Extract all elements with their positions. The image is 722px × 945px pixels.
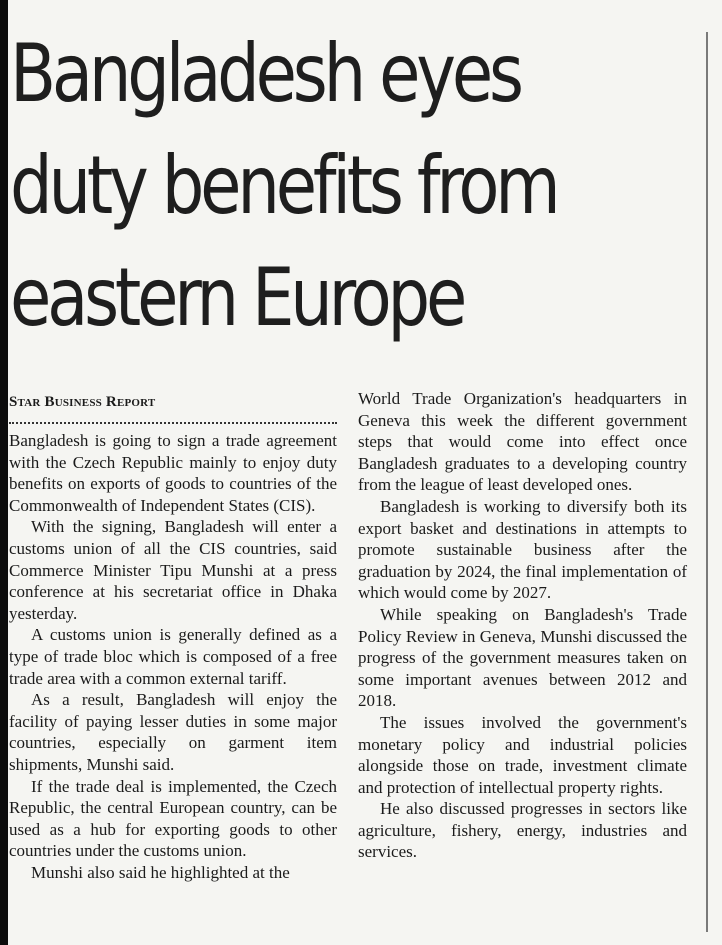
paragraph: Bangladesh is going to sign a trade agreement with the Czech Republic mainly to enjoy duty benefits on exports of goods to countries of the Commonwealth of Independent States (CIS). [9, 431, 337, 515]
paragraph: With the signing, Bangladesh will enter a customs union of all the CIS countries, said Commerce Minister Tipu Munshi at a press conference at his secretariat office in Dhaka yesterday. [9, 517, 337, 623]
paragraph: The issues involved the government's monetary policy and industrial policies alongside those on trade, investment climate and protection of intellectual property rights. [358, 712, 687, 797]
byline-divider [9, 414, 337, 424]
headline-line-1: Bangladesh eyes [10, 27, 520, 120]
paragraph: Bangladesh is working to diversify both its export basket and destinations in attempts to promote sustainable business after the graduation by 2024, the final implementation of which would come by 2027. [358, 496, 687, 603]
paragraph: World Trade Organization's headquarters in Geneva this week the different government steps that would come into effect once Bangladesh graduates to a developing country from the league of least developed ones. [358, 389, 687, 495]
byline: Star Business Report [9, 394, 156, 410]
article-column-right [358, 388, 687, 863]
headline-line-3: eastern Europe [10, 251, 464, 344]
paragraph: He also discussed progresses in sectors like agriculture, fishery, energy, industries and services. [358, 799, 687, 862]
paragraph: Munshi also said he highlighted at the [31, 862, 290, 882]
headline-line-2: duty benefits from [10, 139, 557, 232]
article-column-left [9, 388, 337, 883]
paragraph: If the trade deal is implemented, the Czech Republic, the central European country, can be used as a hub for exporting goods to other countries under the customs union. [9, 776, 337, 861]
paragraph: As a result, Bangladesh will enjoy the facility of paying lesser duties in some major countries, especially on garment item shipments, Munshi said. [9, 690, 337, 774]
page-edge-shadow [0, 0, 8, 945]
column-rule [706, 32, 708, 932]
headline [10, 18, 591, 354]
paragraph: A customs union is generally defined as a type of trade bloc which is composed of a free trade area with a common external tariff. [9, 625, 337, 688]
paragraph: While speaking on Bangladesh's Trade Policy Review in Geneva, Munshi discussed the progress of the government measures taken on some important avenues between 2012 and 2018. [358, 604, 687, 711]
